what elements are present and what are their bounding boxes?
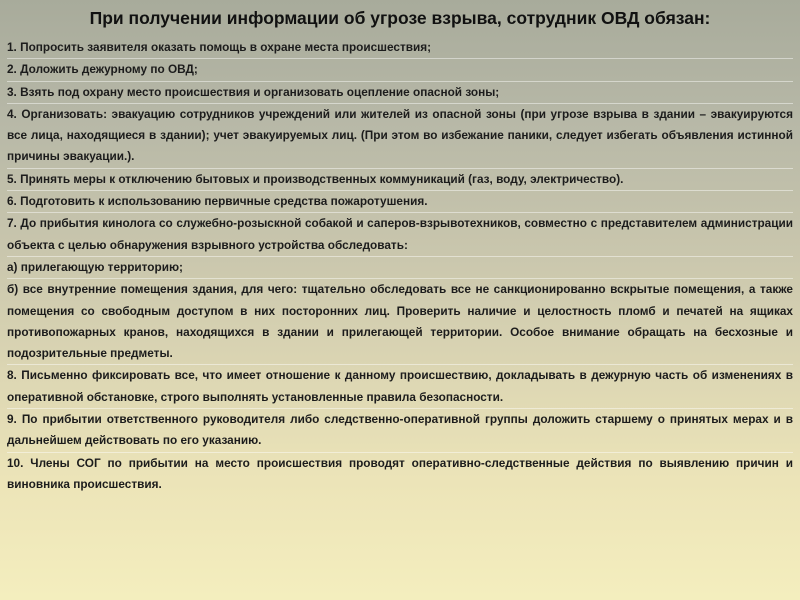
instruction-list <box>7 37 793 495</box>
list-item: 10. Члены СОГ по прибытии на место происшествия проводят оперативно-следственные действия по выявлению причин и виновника происшествия. <box>7 452 793 496</box>
list-item: 2. Доложить дежурному по ОВД; <box>7 58 793 80</box>
list-item: 6. Подготовить к использованию первичные средства пожаротушения. <box>7 190 793 212</box>
list-item: б) все внутренние помещения здания, для чего: тщательно обследовать все не санкционированно вскрытые помещения, а также помещения со свободным доступом в них посторонних лиц. Проверить наличие и целостность пломб и печатей на ящиках противопожарных кранов, находящихся в здании и прилегающей территории. Особое внимание обращать на бесхозные и подозрительные предметы. <box>7 278 793 364</box>
list-item: 1. Попросить заявителя оказать помощь в охране места происшествия; <box>7 40 432 54</box>
list-item: 7. До прибытия кинолога со служебно-розыскной собакой и саперов-взрывотехников, совместно с представителем администрации объекта с целью обнаружения взрывного устройства обследовать: <box>7 212 793 256</box>
list-item: 5. Принять меры к отключению бытовых и производственных коммуникаций (газ, воду, электричество). <box>7 168 793 190</box>
list-item: 4. Организовать: эвакуацию сотрудников учреждений или жителей из опасной зоны (при угрозе взрыва в здании – эвакуируются все лица, находящиеся в здании); учет эвакуируемых лиц. (При этом во избежание паники, следует избегать объявления истинной причины эвакуации.). <box>7 103 793 168</box>
slide-title: При получении информации об угрозе взрыва, сотрудник ОВД обязан: <box>89 8 711 28</box>
list-item: 8. Письменно фиксировать все, что имеет отношение к данному происшествию, докладывать в дежурную часть об изменениях в оперативной обстановке, строго выполнять установленные правила безопасности. <box>7 364 793 408</box>
list-item: а) прилегающую территорию; <box>7 256 793 278</box>
list-item: 9. По прибытии ответственного руководителя либо следственно-оперативной группы доложить старшему о принятых мерах и в дальнейшем действовать по его указанию. <box>7 408 793 452</box>
list-item: 3. Взять под охрану место происшествия и организовать оцепление опасной зоны; <box>7 81 793 103</box>
